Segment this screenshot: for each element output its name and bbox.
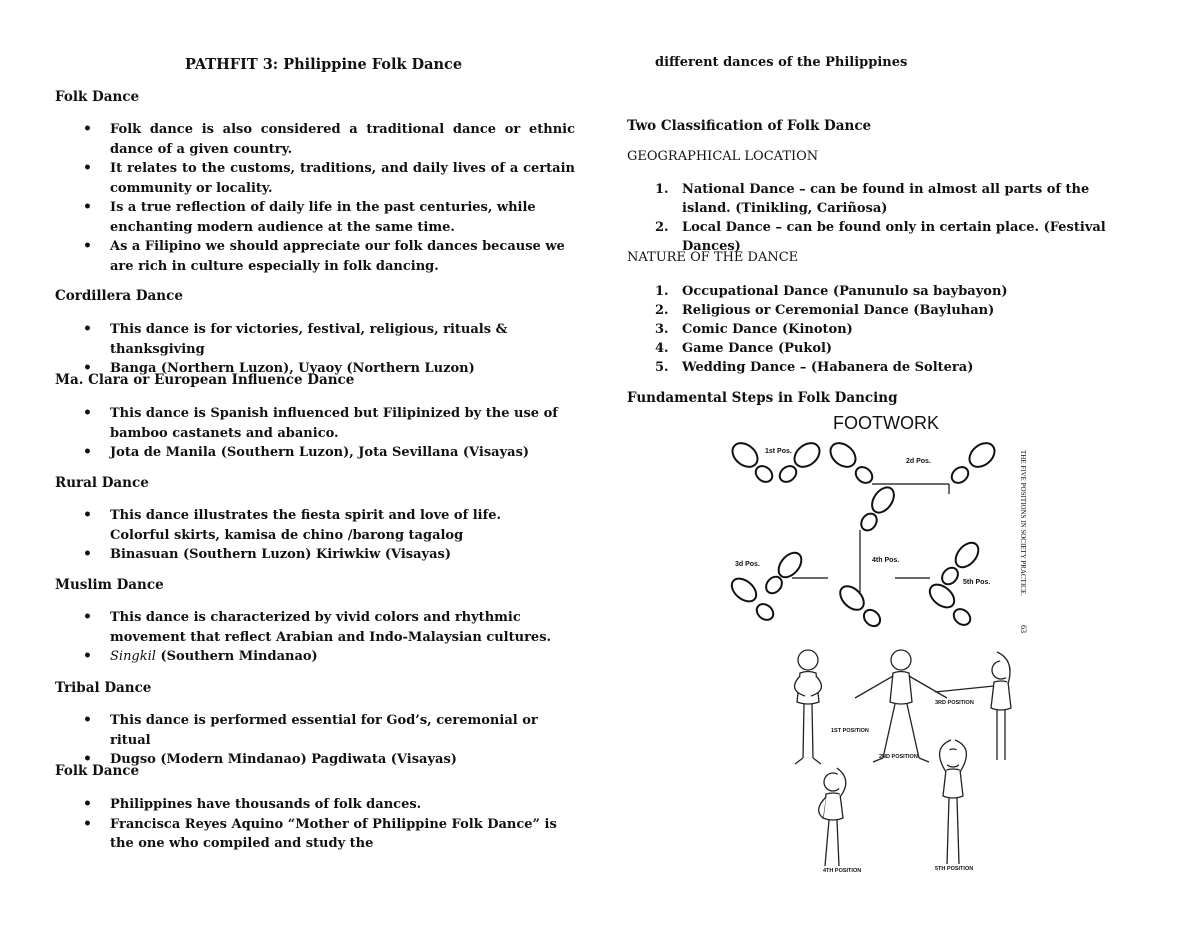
label-2nd-position: 2ND POSITION — [879, 754, 918, 760]
geographical-list — [627, 180, 1132, 256]
section-heading-folk-dance: Folk Dance — [55, 89, 140, 105]
section-heading-maria-clara: Ma. Clara or European Influence Dance — [55, 372, 355, 388]
tribal-list — [55, 711, 575, 770]
dance-name-singkil: Singkil — [110, 649, 156, 664]
list-item: • As a Filipino we should appreciate our folk dances because we are rich in culture especially in folk dancing. — [55, 237, 570, 276]
list-item: • Folk dance is also considered a traditional dance or ethnic dance of a given country. — [55, 120, 575, 159]
label-5th-position: 5TH POSITION — [935, 866, 974, 872]
item-text: Wedding Dance – (Habanera de Soltera) — [682, 360, 974, 375]
item-text: Game Dance (Pukol) — [682, 341, 833, 356]
fourth-position-upper-foot — [858, 483, 898, 533]
geographical-location-heading: GEOGRAPHICAL LOCATION — [627, 149, 819, 164]
section-heading-muslim: Muslim Dance — [55, 577, 164, 593]
nature-of-dance-heading: NATURE OF THE DANCE — [627, 250, 799, 265]
list-item: • Jota de Manila (Southern Luzon), Jota Sevillana (Visayas) — [55, 443, 575, 463]
item-number: 2. — [655, 220, 669, 235]
label-4th-pos: 4th Pos. — [872, 557, 900, 564]
list-item — [627, 180, 1122, 218]
list-item: • Dugso (Modern Mindanao) Pagdiwata (Visayas) — [55, 750, 575, 770]
list-item — [627, 320, 1122, 339]
folk-dance-2-list — [55, 795, 575, 854]
list-item: • This dance illustrates the fiesta spirit and love of life. Colorful skirts, kamisa de chino /barong tagalog — [55, 506, 555, 545]
label-3d-pos: 3d Pos. — [735, 561, 760, 568]
arm-positions-figure — [775, 640, 1030, 875]
guide-lines — [792, 484, 949, 592]
section-heading-cordillera: Cordillera Dance — [55, 288, 183, 304]
label-4th-position: 4TH POSITION — [823, 868, 862, 874]
list-item — [627, 301, 1122, 320]
list-item: • Binasuan (Southern Luzon) Kiriwkiw (Visayas) — [55, 545, 575, 565]
muslim-list — [55, 608, 575, 667]
list-item: • This dance is for victories, festival, religious, rituals & thanksgiving — [55, 320, 575, 359]
label-1st-pos: 1st Pos. — [765, 448, 792, 455]
foot-prints — [727, 438, 999, 629]
item-number: 1. — [655, 284, 669, 299]
list-item — [627, 339, 1122, 358]
page-number: 63 — [1019, 625, 1028, 633]
list-item: • This dance is Spanish influenced but Filipinized by the use of bamboo castanets and abanico. — [55, 404, 560, 443]
list-item: • Is a true reflection of daily life in the past centuries, while enchanting modern audience at the same time. — [55, 198, 560, 237]
footwork-title: FOOTWORK — [833, 413, 939, 433]
nature-list — [627, 282, 1122, 377]
dancer-fifth-position — [940, 740, 967, 864]
section-heading-tribal: Tribal Dance — [55, 680, 152, 696]
third-position-feet — [727, 548, 805, 623]
list-item — [55, 647, 575, 667]
rural-list — [55, 506, 575, 565]
item-text: Comic Dance (Kinoton) — [682, 322, 853, 337]
dancer-second-position — [855, 650, 947, 762]
section-heading-rural: Rural Dance — [55, 475, 149, 491]
side-caption: THE FIVE POSITIONS IN SOCIETY PRACTICE. — [1019, 450, 1027, 596]
item-number: 1. — [655, 182, 669, 197]
item-text: Religious or Ceremonial Dance (Bayluhan) — [682, 303, 995, 318]
section-heading-folk-dance-2: Folk Dance — [55, 763, 140, 779]
fundamental-steps-heading: Fundamental Steps in Folk Dancing — [627, 390, 898, 406]
label-3rd-position: 3RD POSITION — [935, 700, 974, 706]
list-item: • This dance is characterized by vivid colors and rhythmic movement that reflect Arabian and Indo-Malaysian cultures. — [55, 608, 555, 647]
document-title: PATHFIT 3: Philippine Folk Dance — [185, 56, 463, 73]
label-2d-pos: 2d Pos. — [906, 458, 931, 465]
list-item: • This dance is performed essential for God’s, ceremonial or ritual — [55, 711, 575, 750]
classification-heading: Two Classification of Folk Dance — [627, 118, 872, 134]
footwork-figure — [720, 410, 1040, 638]
list-item: • Francisca Reyes Aquino “Mother of Philippine Folk Dance” is the one who compiled and study the — [55, 815, 560, 854]
label-1st-position: 1ST POSITION — [831, 728, 869, 734]
list-item: • It relates to the customs, traditions, and daily lives of a certain community or locality. — [55, 159, 575, 198]
maria-clara-list — [55, 404, 575, 463]
cordillera-list — [55, 320, 575, 379]
first-position-feet — [728, 438, 824, 485]
item-text: Local Dance – can be found only in certain place. (Festival Dances) — [682, 220, 1106, 254]
item-number: 5. — [655, 360, 669, 375]
list-item — [627, 358, 1122, 377]
item-text: National Dance – can be found in almost all parts of the island. (Tinikling, Cariñosa) — [682, 182, 1090, 216]
item-text: Occupational Dance (Panunulo sa baybayon) — [682, 284, 1008, 299]
label-5th-pos: 5th Pos. — [963, 579, 991, 586]
list-item — [627, 282, 1122, 301]
dancer-fourth-position — [819, 768, 846, 866]
list-item: • Philippines have thousands of folk dances. — [55, 795, 575, 815]
item-number: 2. — [655, 303, 669, 318]
region-text: (Southern Mindanao) — [155, 649, 318, 664]
folk-dance-list — [55, 120, 575, 276]
list-item: • Banga (Northern Luzon), Uyaoy (Northern Luzon) — [55, 359, 575, 379]
item-number: 4. — [655, 341, 669, 356]
continued-text: different dances of the Philippines — [655, 55, 908, 70]
dancer-first-position — [795, 650, 822, 764]
item-number: 3. — [655, 322, 669, 337]
